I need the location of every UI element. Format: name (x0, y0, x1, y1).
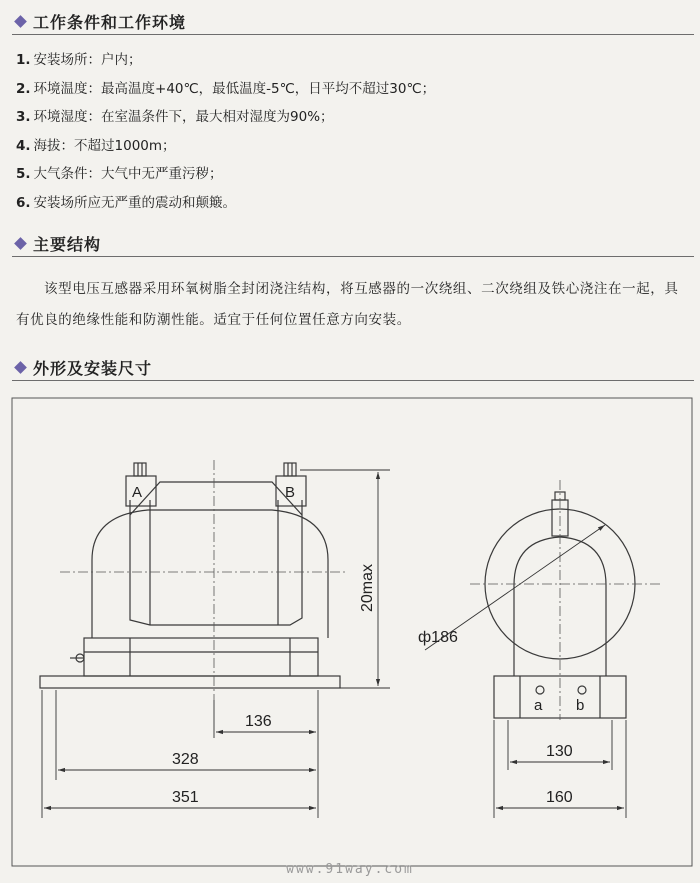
drawing-frame (12, 398, 692, 866)
list-item: 4. 海拔：不超过1000m； (16, 137, 176, 154)
terminal-screw-a (536, 686, 544, 694)
base-plate (40, 676, 340, 688)
terminal-b-label: B (285, 484, 296, 501)
terminal-sec-b-label: b (576, 697, 585, 714)
height-dimension-label: 20max (359, 563, 376, 612)
list-item: 5. 大气条件：大气中无严重污秽； (16, 166, 223, 182)
dim-136-label: 136 (245, 713, 272, 730)
dim-130-label: 130 (546, 743, 573, 760)
structure-paragraph: 该型电压互感器采用环氧树脂全封闭浇注结构，将互感器的一次绕组、二次绕组及铁心浇注在一起，具有优良的绝缘性能和防潮性能。适宜于任何位置任意方向安装。 (16, 281, 679, 328)
front-arch (92, 510, 328, 638)
dim-160-label: 160 (546, 789, 573, 806)
terminal-screw-b (578, 686, 586, 694)
list-item: 1. 安装场所：户内； (16, 52, 142, 68)
terminal-sec-a-label: a (534, 697, 543, 714)
list-item: 2. 环境温度：最高温度+40℃，最低温度-5℃，日平均不超过30℃； (16, 80, 436, 97)
terminal-a-label: A (132, 484, 143, 501)
site-watermark: www.91way.com (286, 862, 414, 877)
dim-328-label: 328 (172, 751, 199, 768)
list-item: 6. 安装场所应无严重的震动和颠簸。 (16, 194, 237, 211)
dim-351-label: 351 (172, 789, 199, 806)
section-title: 外形及安装尺寸 (33, 358, 153, 378)
diameter-label: ф186 (418, 629, 458, 646)
list-item: 3. 环境湿度：在室温条件下，最大相对湿度为90%； (16, 109, 334, 125)
winding-body (130, 500, 302, 625)
section-title: 主要结构 (33, 234, 102, 254)
mounting-rail (84, 638, 318, 676)
section-title: 工作条件和工作环境 (33, 12, 187, 32)
